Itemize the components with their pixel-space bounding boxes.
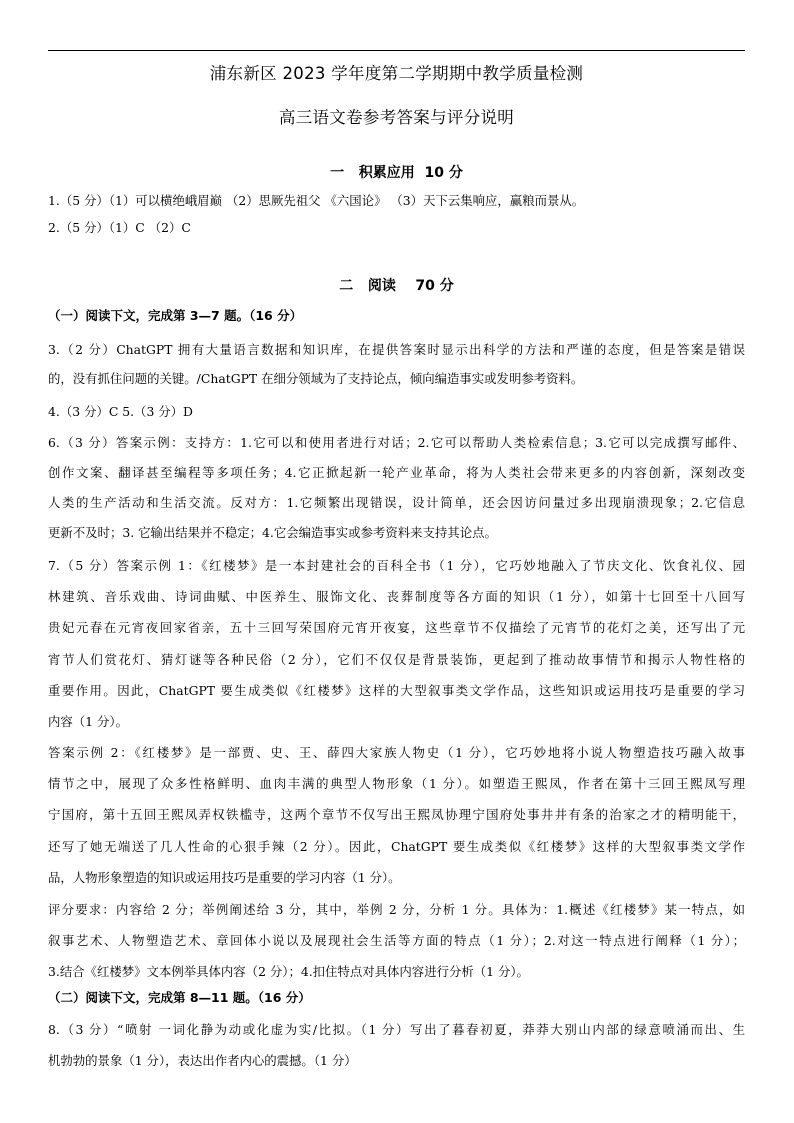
section-heading-reading: 二 阅读 70 分 xyxy=(339,278,454,294)
scoring-note-line: 3.结合《红楼梦》文本例举具体内容（2 分）；4.扣住特点对具体内容进行分析（1 分）。 xyxy=(48,964,529,979)
page-subtitle: 高三语文卷参考答案与评分说明 xyxy=(278,108,515,127)
answer-q1: 1.（5 分）（1）可以横绝峨眉巅 （2）思厥先祖父 《六国论》 （3）天下云集响应，赢粮而景从。 xyxy=(48,193,585,208)
answer-q7-example2-line: 情节之中，展现了众多性格鲜明、血肉丰满的典型人物形象（1 分）。如塑造王熙凤，作者在第十三回王熙凤写理 xyxy=(48,776,745,791)
answer-q3-line: 的，没有抓住问题的关键。/ChatGPT 在细分领域为了支持论点，倾向编造事实或发明参考资料。 xyxy=(48,371,584,386)
subsection-heading-2: （二）阅读下文，完成第 8—11 题。（16 分） xyxy=(48,990,311,1005)
answer-q7-line: 内容（1 分）。 xyxy=(48,714,128,729)
answer-q6-line: 6.（3 分）答案示例：支持方：1.它可以和使用者进行对话；2.它可以帮助人类检索信息；3.它可以完成撰写邮件、 xyxy=(48,435,745,450)
scoring-note-line: 叙事艺术、人物塑造艺术、章回体小说以及展现社会生活等方面的特点（1 分）；2.对这一特点进行阐释（1 分）； xyxy=(48,933,745,948)
answer-q8-line: 机勃勃的景象（1 分），表达出作者内心的震撼。（1 分） xyxy=(48,1053,357,1068)
answer-q7-line: 重要作用。因此，ChatGPT 要生成类似《红楼梦》这样的大型叙事类文学作品，这些知识或运用技巧是重要的学习 xyxy=(48,683,745,698)
answer-q6-line: 人类的生产活动和生活交流。反对方：1.它频繁出现错误，设计简单，还会因访问量过多出现崩溃现象；2.它信息 xyxy=(48,495,745,510)
answer-q7-line: 贵妃元春在元宵夜回家省亲，五十三回写荣国府元宵开夜宴，这些章节不仅描绘了元宵节的花灯之美，还写出了元 xyxy=(48,620,745,635)
scoring-note-line: 评分要求：内容给 2 分；举例阐述给 3 分，其中，举例 2 分，分析 1 分。具体为：1.概述《红楼梦》某一特点，如 xyxy=(48,902,745,917)
answer-q7-example2-line: 还写了她无端送了几人性命的心狠手辣（2 分）。因此，ChatGPT 要生成类似《红楼梦》这样的大型叙事类文学作 xyxy=(48,839,745,854)
answer-q7-example2-line: 答案示例 2：《红楼梦》是一部贾、史、王、薛四大家族人物史（1 分），它巧妙地将小说人物塑造技巧融入故事 xyxy=(48,745,745,760)
answer-q6-line: 创作文案、翻译甚至编程等多项任务；4.它正掀起新一轮产业革命，将为人类社会带来更多的内容创新，深刻改变 xyxy=(48,465,745,480)
answer-q4-q5: 4.（3 分）C 5.（3 分）D xyxy=(48,404,193,419)
answer-q7-line: 7.（5 分）答案示例 1：《红楼梦》是一本封建社会的百科全书（1 分），它巧妙地融入了节庆文化、饮食礼仪、园 xyxy=(48,558,745,573)
answer-q7-example2-line: 品，人物形象塑造的知识或运用技巧是重要的学习内容（1 分）。 xyxy=(48,870,401,885)
page-title: 浦东新区 2023 学年度第二学期期中教学质量检测 xyxy=(209,64,584,83)
answer-q7-line: 林建筑、音乐戏曲、诗词曲赋、中医养生、服饰文化、丧葬制度等各方面的知识（1 分），如第十七回至十八回写 xyxy=(48,589,745,604)
answer-q2: 2.（5 分）（1）C （2）C xyxy=(48,220,191,235)
answer-q8-line: 8.（3 分）“喷射 一词化静为动或化虚为实/比拟。（1 分）写出了暮春初夏，莽莽大别山内部的绿意喷涌而出、生 xyxy=(48,1022,745,1037)
header-rule xyxy=(48,50,745,51)
subsection-heading-1: （一）阅读下文，完成第 3—7 题。（16 分） xyxy=(48,308,303,323)
answer-q3-line: 3.（2 分）ChatGPT 拥有大量语言数据和知识库，在提供答案时显示出科学的方法和严谨的态度，但是答案是错误 xyxy=(48,342,745,357)
answer-q7-line: 宵节人们赏花灯、猜灯谜等各种民俗（2 分），它们不仅仅是背景装饰，更起到了推动故事情节和揭示人物性格的 xyxy=(48,652,745,667)
answer-q7-example2-line: 宁国府，第十五回王熙凤弄权铁槛寺，这两个章节不仅写出王熙凤协理宁国府处事井井有条的治家之才的精明能干， xyxy=(48,807,745,822)
answer-q6-line: 更新不及时；3. 它输出结果并不稳定；4.它会编造事实或参考资料来支持其论点。 xyxy=(48,525,497,540)
section-heading-accumulation: 一 积累应用 10 分 xyxy=(330,165,463,181)
